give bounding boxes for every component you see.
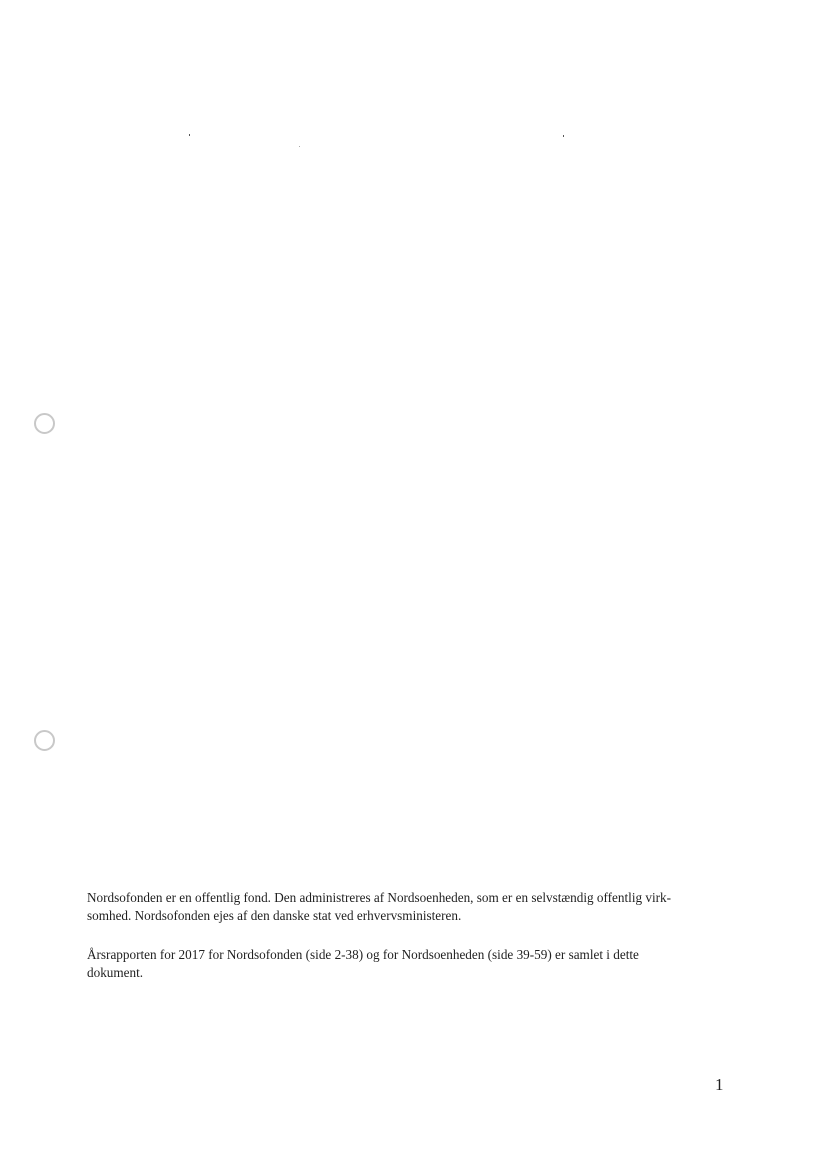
paragraph-line: dokument. [87,965,144,980]
paragraph-line: somhed. Nordsofonden ejes af den danske stat ved erhvervsministeren. [87,908,462,923]
punch-hole-icon [34,413,55,434]
scan-speck [563,135,564,137]
scan-speck [189,134,190,136]
scan-speck [299,146,300,147]
paragraph-line: Nordsofonden er en offentlig fond. Den administreres af Nordsoenheden, som er en selvstændig offentlig virk- [87,890,672,905]
intro-paragraph [87,889,737,925]
punch-hole-icon [34,730,55,751]
report-note-paragraph [87,946,737,982]
paragraph-line: Årsrapporten for 2017 for Nordsofonden (side 2-38) og for Nordsoenheden (side 39-59) er samlet i dette [87,947,639,962]
page-number: 1 [715,1075,724,1094]
